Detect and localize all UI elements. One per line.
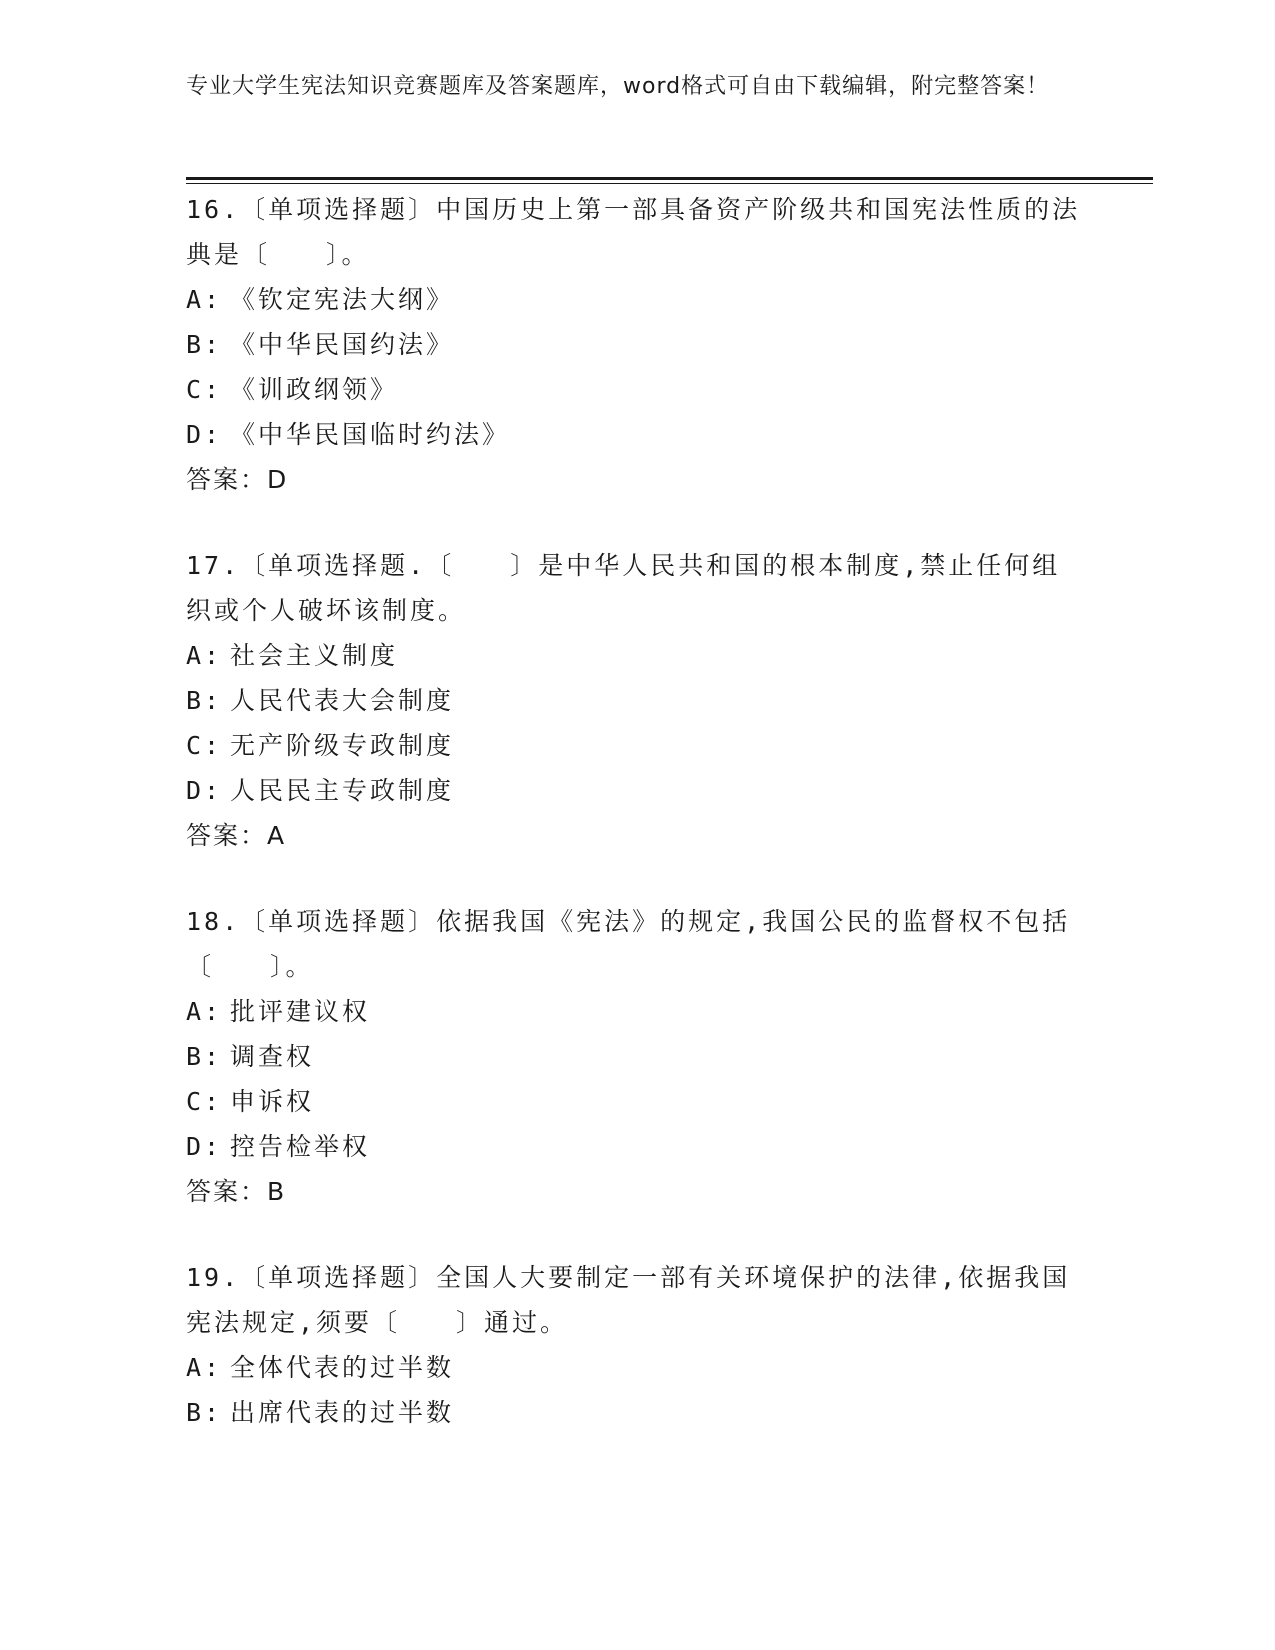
option-text: 批评建议权	[230, 997, 371, 1026]
option-letter: A:	[186, 285, 223, 314]
option-b	[186, 1034, 1086, 1079]
question-stem: 18.〔单项选择题〕依据我国《宪法》的规定,我国公民的监督权不包括〔 〕。	[186, 907, 1071, 981]
option-d	[186, 768, 1086, 813]
option-letter: B:	[186, 1042, 223, 1071]
option-letter: C:	[186, 1087, 223, 1116]
option-text: 社会主义制度	[230, 641, 399, 670]
option-text: 控告检举权	[230, 1132, 371, 1161]
option-text: 无产阶级专政制度	[230, 731, 455, 760]
header-divider-thick	[186, 177, 1153, 180]
option-text: 出席代表的过半数	[230, 1398, 455, 1427]
option-b	[186, 678, 1086, 723]
option-a	[186, 633, 1086, 678]
option-letter: D:	[186, 1132, 223, 1161]
option-letter: A:	[186, 997, 223, 1026]
option-b	[186, 322, 1086, 367]
option-letter: C:	[186, 375, 223, 404]
option-text: 调查权	[230, 1042, 315, 1071]
option-text: 《中华民国临时约法》	[230, 420, 511, 449]
option-c	[186, 1079, 1086, 1124]
option-b	[186, 1390, 1086, 1435]
question-stem: 16.〔单项选择题〕中国历史上第一部具备资产阶级共和国宪法性质的法典是〔 〕。	[186, 195, 1081, 269]
option-a	[186, 1345, 1086, 1390]
option-text: 《中华民国约法》	[230, 330, 455, 359]
option-letter: B:	[186, 686, 223, 715]
document-header: 专业大学生宪法知识竞赛题库及答案题库，word格式可自由下载编辑，附完整答案！	[186, 74, 1050, 99]
option-d	[186, 412, 1086, 457]
question-19	[186, 1255, 1086, 1435]
option-text: 《钦定宪法大纲》	[230, 285, 455, 314]
option-text: 全体代表的过半数	[230, 1353, 455, 1382]
option-text: 人民代表大会制度	[230, 686, 455, 715]
option-letter: B:	[186, 1398, 223, 1427]
question-16	[186, 187, 1086, 502]
option-text: 人民民主专政制度	[230, 776, 455, 805]
option-a	[186, 277, 1086, 322]
option-a	[186, 989, 1086, 1034]
question-list	[186, 187, 1086, 1476]
option-d	[186, 1124, 1086, 1169]
option-letter: B:	[186, 330, 223, 359]
option-letter: A:	[186, 641, 223, 670]
option-c	[186, 367, 1086, 412]
question-stem: 19.〔单项选择题〕全国人大要制定一部有关环境保护的法律,依据我国宪法规定,须要〔 〕通过。	[186, 1263, 1071, 1337]
question-17	[186, 543, 1086, 858]
question-stem: 17.〔单项选择题.〔 〕是中华人民共和国的根本制度,禁止任何组织或个人破坏该制度。	[186, 551, 1061, 625]
answer-line: 答案：D	[186, 465, 289, 494]
option-c	[186, 723, 1086, 768]
question-18	[186, 899, 1086, 1214]
option-letter: A:	[186, 1353, 223, 1382]
header-divider-thin	[186, 183, 1153, 184]
option-text: 《训政纲领》	[230, 375, 399, 404]
option-letter: D:	[186, 420, 223, 449]
option-letter: D:	[186, 776, 223, 805]
answer-line: 答案：A	[186, 821, 287, 850]
answer-line: 答案：B	[186, 1177, 287, 1206]
option-letter: C:	[186, 731, 223, 760]
option-text: 申诉权	[230, 1087, 315, 1116]
